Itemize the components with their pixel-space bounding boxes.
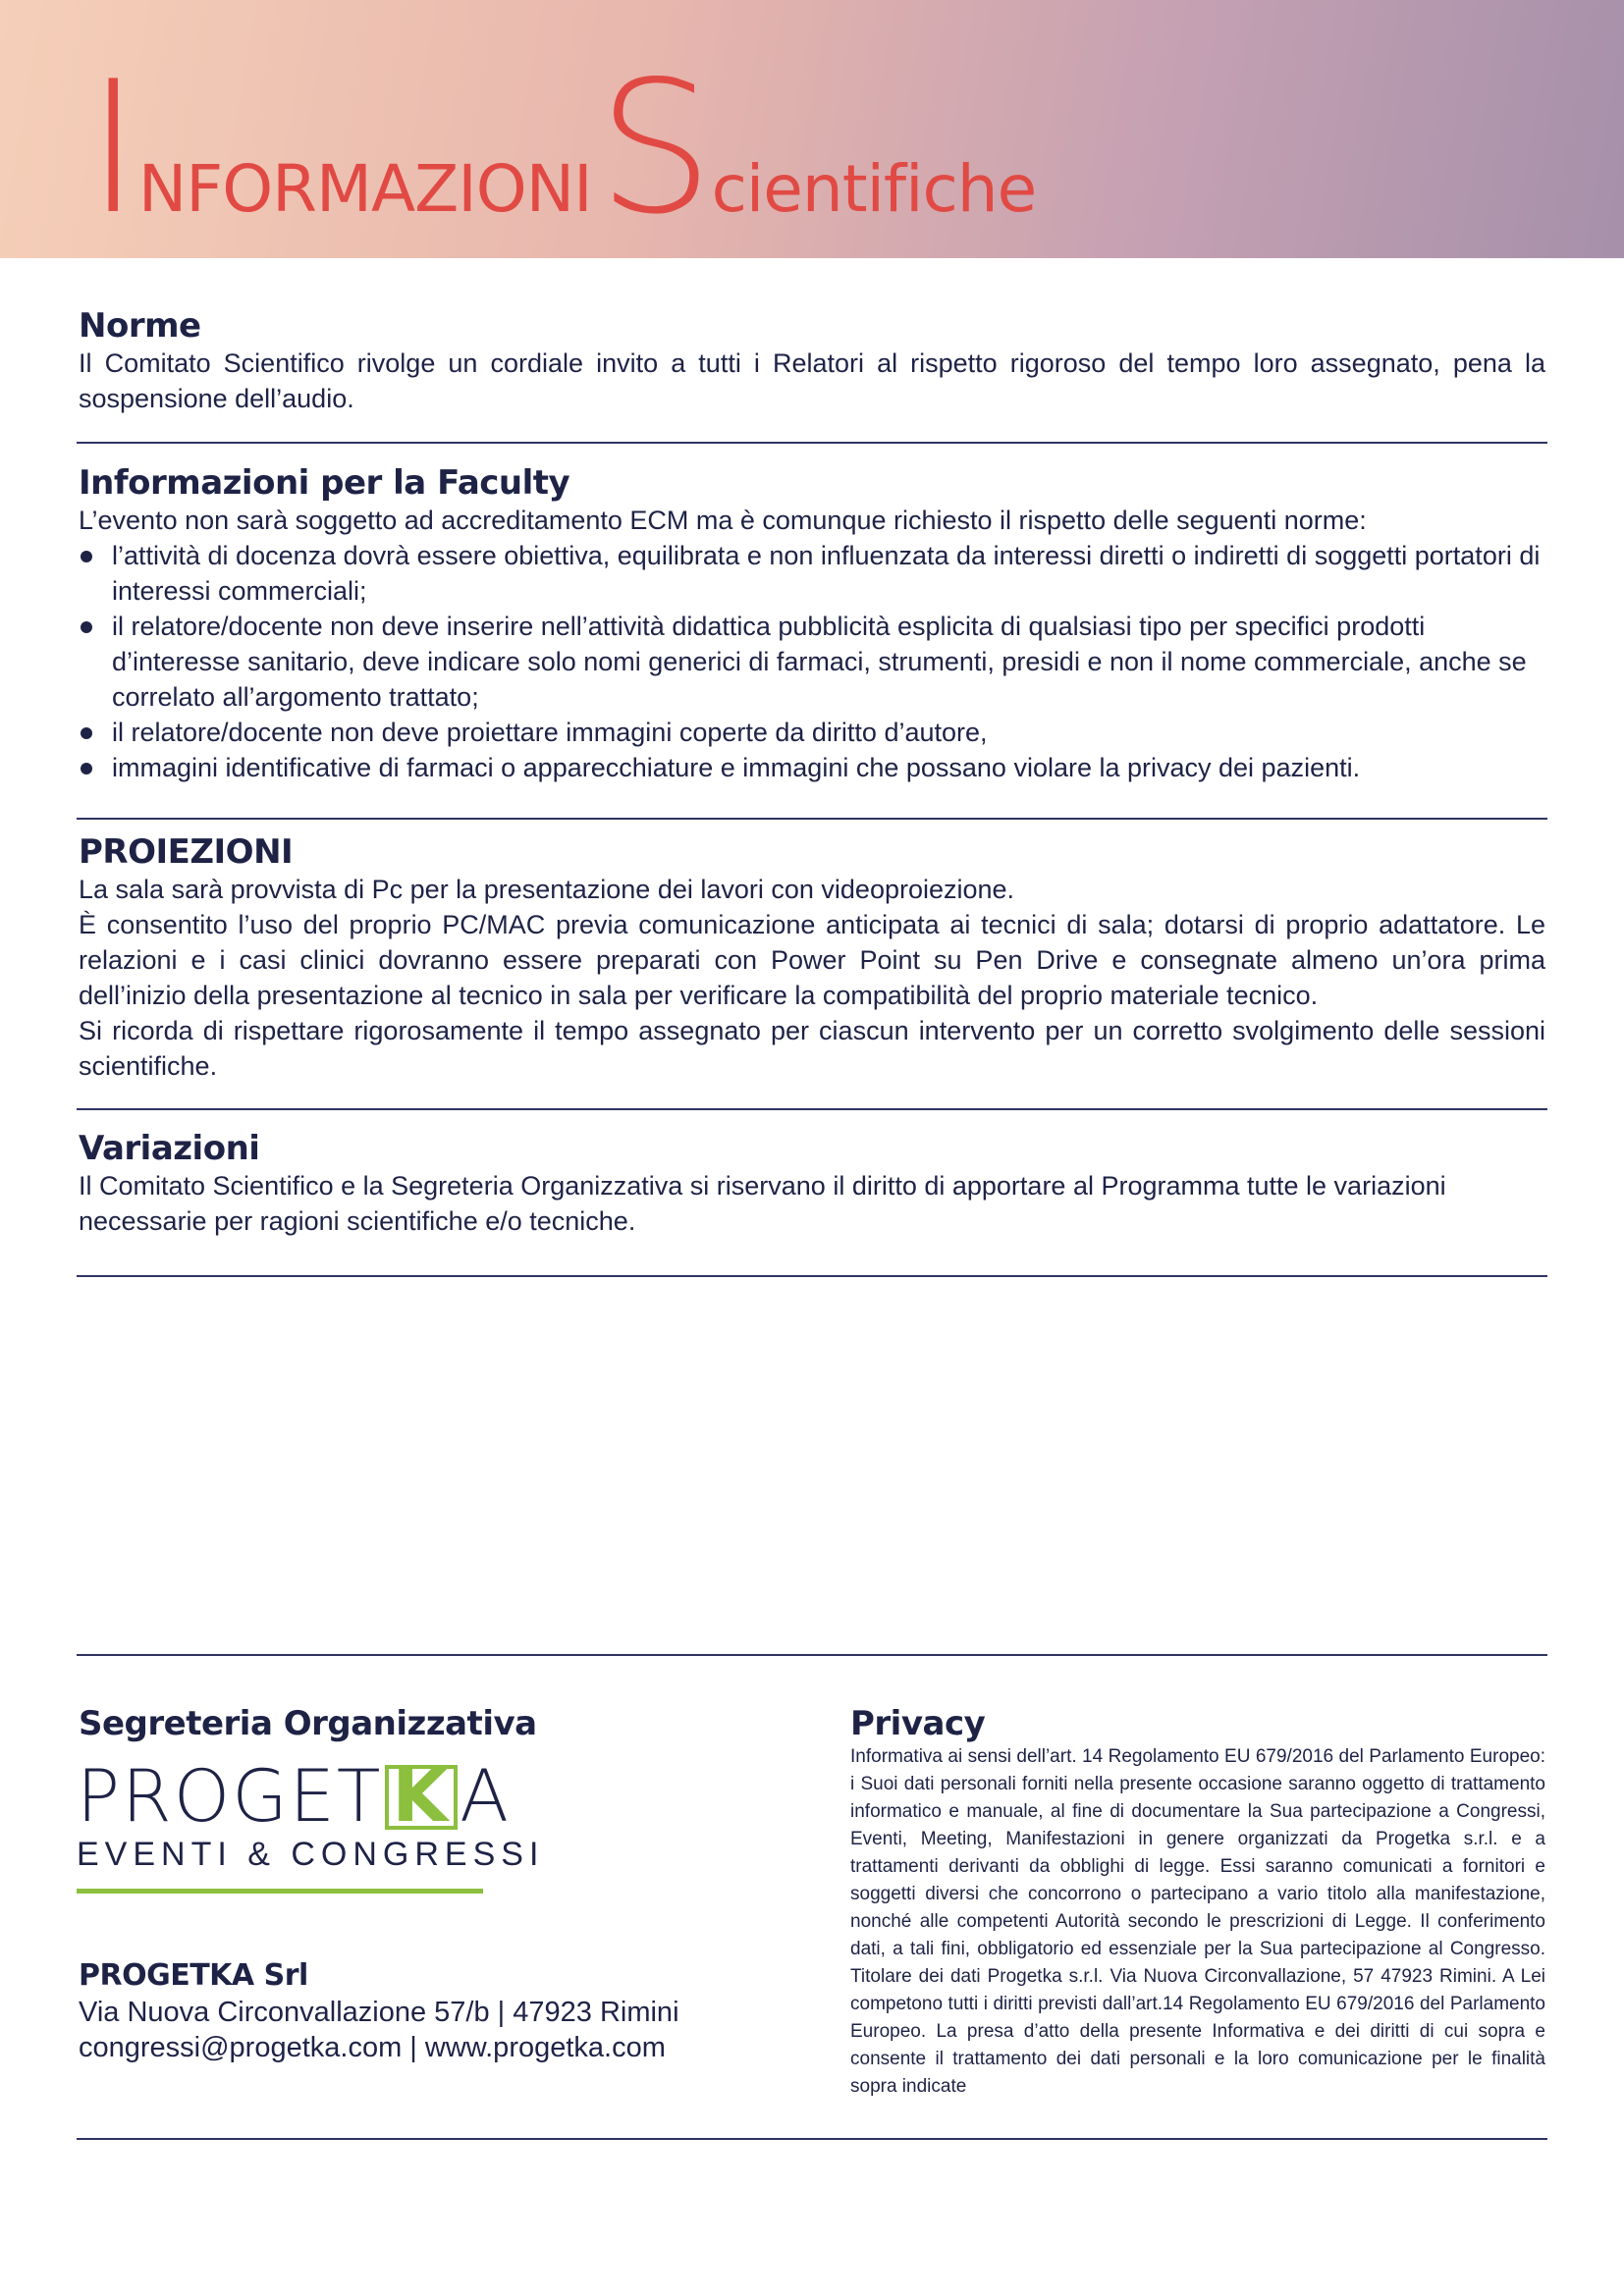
- title-initial-i: I: [86, 41, 138, 254]
- section-norme: [79, 306, 1545, 416]
- list-item: il relatore/docente non deve proiettare immagini coperte da diritto d’autore,: [79, 715, 1545, 750]
- title-word-nformazioni: NFORMAZIONI: [137, 151, 592, 227]
- faculty-rules-list: [79, 538, 1545, 785]
- proiezioni-p1: La sala sarà provvista di Pc per la presentazione dei lavori con videoproiezione.: [79, 875, 1015, 904]
- segreteria-heading: Segreteria Organizzativa: [79, 1704, 537, 1743]
- norme-text: Il Comitato Scientifico rivolge un cordiale invito a tutti i Relatori al rispetto rigoroso del tempo loro assegnato, pena la sospensione dell’audio.: [79, 348, 1545, 413]
- logo-wordmark: PROGET K A: [77, 1755, 512, 1839]
- proiezioni-heading: PROIEZIONI: [79, 832, 294, 872]
- privacy-text: Informativa ai sensi dell’art. 14 Regolamento EU 679/2016 del Parlamento Europeo: i Suoi dati personali forniti nella presente occasione saranno oggetto di trattamento informatico e manuale, al fine di documentare la Sua partecipazione a Congressi, Eventi, Meeting, Manifestazioni in genere organizzati da Progetka s.r.l. e a trattamenti derivanti da obblighi di legge. Essi saranno comunicati a fornitori e soggetti diversi che concorrono o partecipano a vario titolo alla manifestazione, nonché alle competenti Autorità secondo le prescrizioni di Legge. Il conferimento dati, a tali fini, obbligatorio ed essenziale per la Sua partecipazione al Congresso. Titolare dei dati Progetka s.r.l. Via Nuova Circonvallazione, 57 47923 Rimini. A Lei competono tutti i diritti previsti dall’art.14 Regolamento EU 679/2016 del Parlamento Europeo. La presa d’atto della presente Informativa e dei diritti di cui sopra e consente il trattamento dei dati personali e la loro comunicazione per le finalità sopra indicate: [850, 1746, 1545, 2097]
- faculty-heading: Informazioni per la Faculty: [79, 463, 570, 503]
- divider: [77, 1654, 1547, 1656]
- divider: [77, 1108, 1547, 1110]
- faculty-intro: L’evento non sarà soggetto ad accreditamento ECM ma è comunque richiesto il rispetto delle seguenti norme:: [79, 506, 1367, 535]
- privacy-heading: Privacy: [850, 1704, 986, 1743]
- company-info: [79, 1958, 746, 2065]
- list-item: l’attività di docenza dovrà essere obiettiva, equilibrata e non influenzata da interessi diretti o indiretti di soggetti portatori di interessi commerciali;: [79, 538, 1545, 609]
- logo-underline: [77, 1889, 483, 1894]
- title-initial-s: S: [597, 41, 712, 254]
- divider: [77, 818, 1547, 820]
- section-variazioni: [79, 1129, 1545, 1239]
- section-segreteria: [79, 1704, 707, 1743]
- company-name: PROGETKA Srl: [79, 1958, 308, 1993]
- list-item: immagini identificative di farmaci o apparecchiature e immagini che possano violare la privacy dei pazienti.: [79, 750, 1545, 785]
- divider: [77, 1275, 1547, 1277]
- list-item: il relatore/docente non deve inserire nell’attività didattica pubblicità esplicita di qualsiasi tipo per specifici prodotti d’interesse sanitario, deve indicare solo nomi generici di farmaci, strumenti, presidi e non il nome commerciale, anche se correlato all’argomento trattato;: [79, 609, 1545, 715]
- divider: [77, 442, 1547, 444]
- header-banner: [0, 0, 1624, 258]
- progetka-logo: [77, 1755, 545, 1896]
- logo-tagline: EVENTI & CONGRESSI: [77, 1836, 545, 1873]
- title-word-cientifiche: cientifiche: [711, 151, 1037, 227]
- company-contacts: congressi@progetka.com | www.progetka.com: [79, 2032, 666, 2063]
- section-faculty: [79, 463, 1545, 785]
- variazioni-heading: Variazioni: [79, 1129, 260, 1168]
- norme-heading: Norme: [79, 306, 201, 346]
- proiezioni-p3: Si ricorda di rispettare rigorosamente il tempo assegnato per ciascun intervento per un corretto svolgimento delle sessioni scientifiche.: [79, 1016, 1545, 1081]
- variazioni-text: Il Comitato Scientifico e la Segreteria Organizzativa si riservano il diritto di apportare al Programma tutte le variazioni necessarie per ragioni scientifiche e/o tecniche.: [79, 1171, 1446, 1236]
- company-address: Via Nuova Circonvallazione 57/b | 47923 Rimini: [79, 1997, 679, 2028]
- section-privacy: [850, 1704, 1545, 2101]
- divider: [77, 2138, 1547, 2140]
- section-proiezioni: [79, 832, 1545, 1084]
- page-title: [86, 41, 1037, 254]
- proiezioni-p2: È consentito l’uso del proprio PC/MAC previa comunicazione anticipata ai tecnici di sala; dotarsi di proprio adattatore. Le relazioni e i casi clinici dovranno essere preparati con Power Point su Pen Drive e consegnate almeno un’ora prima dell’inizio della presentazione al tecnico in sala per verificare la compatibilità del proprio materiale tecnico.: [79, 910, 1545, 1010]
